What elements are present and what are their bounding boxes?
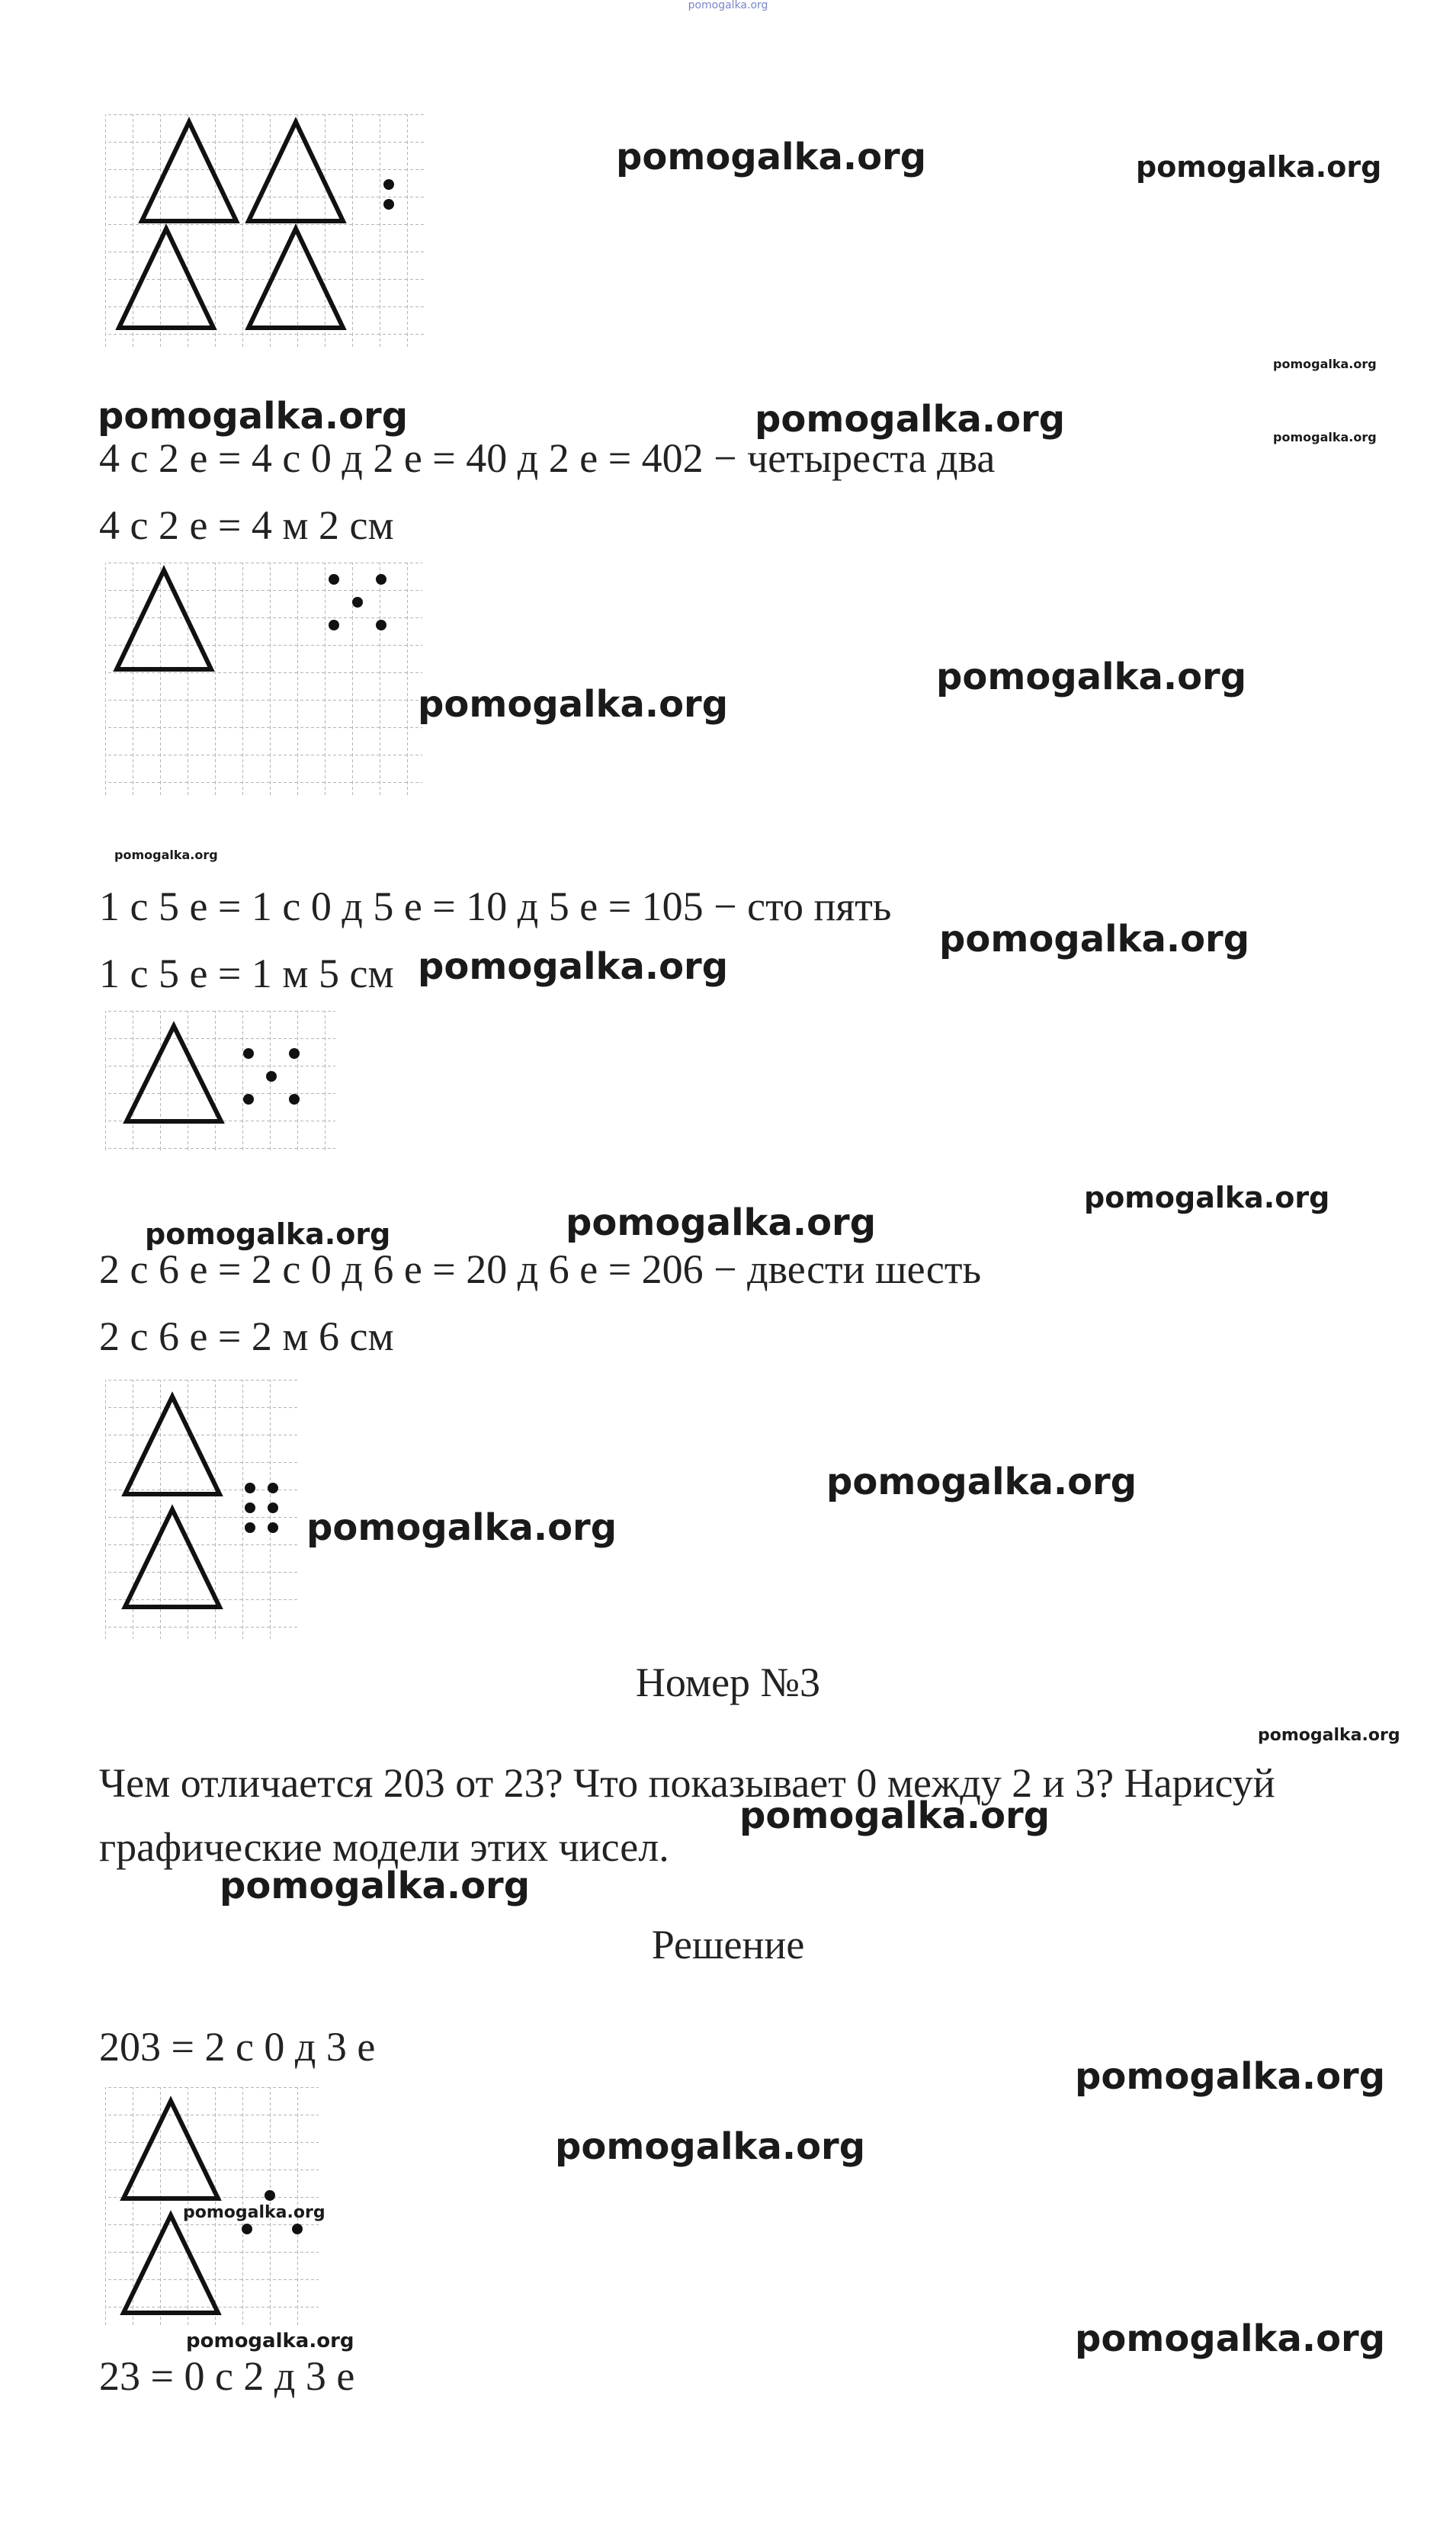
unit-dot	[242, 2224, 252, 2234]
model-figure-206-stacked	[105, 1380, 303, 1647]
answer-line: 203 = 2 с 0 д 3 е	[99, 2024, 376, 2070]
equation-line: 4 с 2 е = 4 м 2 см	[99, 502, 394, 548]
watermark: pomogalka.org	[936, 656, 1247, 698]
watermark: pomogalka.org	[739, 1794, 1050, 1837]
model-figure-105	[105, 563, 433, 799]
unit-dot	[243, 1094, 254, 1105]
unit-dot	[329, 574, 339, 585]
equation-line: 2 с 6 е = 2 м 6 см	[99, 1313, 394, 1359]
unit-dot	[292, 2224, 303, 2234]
equation-line: 2 с 6 е = 2 с 0 д 6 е = 20 д 6 е = 206 − двести шесть	[99, 1246, 982, 1292]
watermark: pomogalka.org	[145, 1217, 391, 1251]
watermark: pomogalka.org	[418, 945, 729, 988]
equation-line: 4 с 2 е = 4 с 0 д 2 е = 40 д 2 е = 402 − четыреста два	[99, 435, 996, 481]
watermark: pomogalka.org	[826, 1461, 1137, 1503]
unit-dot	[376, 620, 386, 630]
task-question-line: графические модели этих чисел.	[99, 1824, 669, 1870]
task-title: Номер №3	[635, 1660, 821, 1705]
watermark: pomogalka.org	[1075, 2317, 1386, 2360]
watermark: pomogalka.org	[616, 136, 927, 178]
watermark: pomogalka.org	[98, 395, 409, 438]
watermark: pomogalka.org	[1273, 430, 1377, 444]
watermark: pomogalka.org	[183, 2203, 326, 2222]
watermark: pomogalka.org	[1273, 357, 1377, 371]
equation-line: 1 с 5 е = 1 с 0 д 5 е = 10 д 5 е = 105 − сто пять	[99, 884, 892, 929]
watermark: pomogalka.org	[1136, 150, 1382, 184]
task-question-line: Чем отличается 203 от 23? Что показывает 0 между 2 и 3? Нарисуй	[99, 1760, 1275, 1806]
answer-line: 23 = 0 с 2 д 3 е	[99, 2353, 355, 2399]
unit-dot	[268, 1483, 278, 1493]
watermark: pomogalka.org	[306, 1506, 617, 1549]
watermark: pomogalka.org	[220, 1865, 531, 1907]
watermark: pomogalka.org	[186, 2330, 354, 2352]
watermark: pomogalka.org	[1084, 1181, 1330, 1214]
watermark: pomogalka.org	[1075, 2055, 1386, 2098]
unit-dot	[289, 1048, 300, 1059]
unit-dot	[383, 179, 394, 190]
unit-dot	[245, 1503, 255, 1513]
watermark: pomogalka.org	[555, 2125, 866, 2168]
unit-dot	[352, 597, 363, 608]
unit-dot	[383, 199, 394, 210]
unit-dot	[268, 1522, 278, 1533]
model-figure-402	[105, 114, 433, 351]
unit-dot	[266, 1071, 277, 1082]
watermark: pomogalka.org	[755, 398, 1066, 441]
unit-dot	[245, 1483, 255, 1493]
watermark: pomogalka.org	[939, 918, 1250, 961]
header-watermark: pomogalka.org	[688, 0, 768, 11]
solution-title: Решение	[651, 1922, 805, 1968]
watermark: pomogalka.org	[114, 848, 218, 862]
unit-dot	[243, 1048, 254, 1059]
unit-dot	[329, 620, 339, 630]
unit-dot	[265, 2190, 275, 2201]
unit-dot	[376, 574, 386, 585]
unit-dot	[245, 1522, 255, 1533]
equation-line: 1 с 5 е = 1 м 5 см	[99, 951, 394, 996]
unit-dot	[268, 1503, 278, 1513]
watermark: pomogalka.org	[566, 1201, 877, 1244]
unit-dot	[289, 1094, 300, 1105]
watermark: pomogalka.org	[1258, 1726, 1400, 1745]
model-figure-206	[105, 1011, 342, 1156]
watermark: pomogalka.org	[418, 683, 729, 726]
